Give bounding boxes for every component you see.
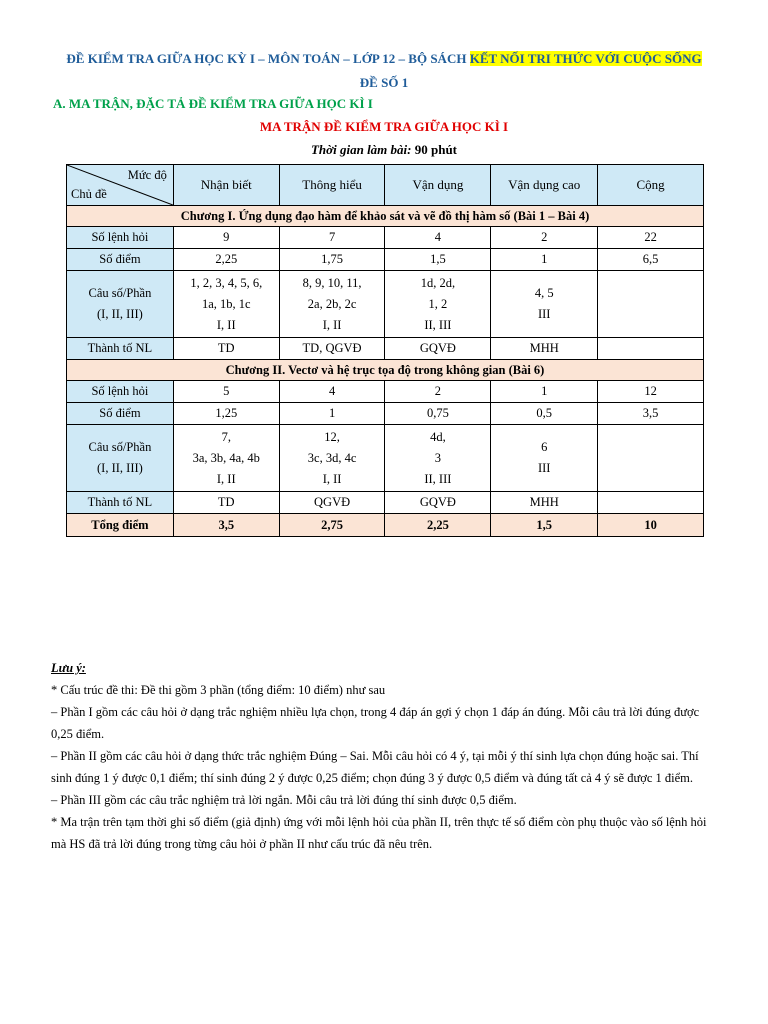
matrix-body xyxy=(67,206,704,537)
table-cell: 22 xyxy=(598,227,704,249)
table-cell: TD xyxy=(173,492,279,514)
table-cell: 5 xyxy=(173,381,279,403)
table-row xyxy=(67,271,704,338)
row-label: Thành tố NL xyxy=(67,492,174,514)
table-cell: 2 xyxy=(385,381,491,403)
note-line: * Cấu trúc đề thi: Đề thi gồm 3 phần (tổng điểm: 10 điểm) như sau xyxy=(51,683,386,697)
table-cell: 6,5 xyxy=(598,249,704,271)
exam-time xyxy=(0,142,768,158)
chapter-title: Chương II. Vectơ và hệ trục tọa độ trong không gian (Bài 6) xyxy=(67,360,704,381)
total-cell: 2,75 xyxy=(279,514,385,537)
row-label: Số lệnh hỏi xyxy=(67,381,174,403)
table-row xyxy=(67,425,704,492)
table-cell: 0,75 xyxy=(385,403,491,425)
row-label: Câu số/Phần (I, II, III) xyxy=(67,271,174,338)
chapter-row xyxy=(67,360,704,381)
table-header-row xyxy=(67,165,704,206)
total-cell: 3,5 xyxy=(173,514,279,537)
table-cell: 1,25 xyxy=(173,403,279,425)
total-row xyxy=(67,514,704,537)
note-line: – Phần III gồm các câu trắc nghiệm trả lời ngắn. Mỗi câu trả lời đúng thí sinh được 0,5 điểm. xyxy=(51,793,517,807)
title-main: ĐỀ KIỂM TRA GIỮA HỌC KỲ I – MÔN TOÁN – LỚP 12 – BỘ SÁCH xyxy=(66,51,470,66)
table-cell: 1,75 xyxy=(279,249,385,271)
note-line: * Ma trận trên tạm thời ghi số điểm (giả định) ứng với mỗi lệnh hỏi của phần II, trên thực tế số điểm còn phụ thuộc vào số lệnh hỏi mà HS đã trả lời đúng trong từng câu hỏi ở phần II như cấu trúc đã nêu trên. xyxy=(51,815,707,851)
total-cell: 1,5 xyxy=(491,514,598,537)
time-label: Thời gian làm bài: xyxy=(310,142,412,157)
table-cell: GQVĐ xyxy=(385,492,491,514)
table-cell: 3,5 xyxy=(598,403,704,425)
row-label: Số điểm xyxy=(67,249,174,271)
corner-top-label: Mức độ xyxy=(127,168,167,182)
table-cell: MHH xyxy=(491,492,598,514)
table-cell: 1 xyxy=(279,403,385,425)
row-label: Số điểm xyxy=(67,403,174,425)
corner-header-cell xyxy=(67,165,174,206)
table-row xyxy=(67,492,704,514)
table-cell: 12, 3c, 3d, 4c I, II xyxy=(279,425,385,492)
time-value: 90 phút xyxy=(411,142,458,157)
table-cell: 6 III xyxy=(491,425,598,492)
table-cell: TD xyxy=(173,338,279,360)
table-cell: 7 xyxy=(279,227,385,249)
column-header: Nhận biết xyxy=(173,165,279,206)
matrix-title: MA TRẬN ĐỀ KIỂM TRA GIỮA HỌC KÌ I xyxy=(259,119,509,134)
section-a-heading: A. MA TRẬN, ĐẶC TẢ ĐỀ KIỂM TRA GIỮA HỌC KÌ I xyxy=(53,96,373,111)
column-header: Cộng xyxy=(598,165,704,206)
table-cell: MHH xyxy=(491,338,598,360)
table-cell: QGVĐ xyxy=(279,492,385,514)
table-cell: 2,25 xyxy=(173,249,279,271)
exam-number: ĐỀ SỐ 1 xyxy=(359,75,409,90)
column-header: Vận dụng xyxy=(385,165,491,206)
chapter-row xyxy=(67,206,704,227)
table-cell: 4, 5 III xyxy=(491,271,598,338)
notes-title: Lưu ý: xyxy=(51,661,86,675)
table-cell xyxy=(598,492,704,514)
note-line: – Phần I gồm các câu hỏi ở dạng trắc nghiệm nhiều lựa chọn, trong 4 đáp án gợi ý chọn 1 đáp án đúng. Mỗi câu trả lời đúng được 0,25 điểm. xyxy=(51,705,700,741)
column-header: Vận dụng cao xyxy=(491,165,598,206)
table-row xyxy=(67,227,704,249)
note-line: – Phần II gồm các câu hỏi ở dạng thức trắc nghiệm Đúng – Sai. Mỗi câu hỏi có 4 ý, tại mỗi ý thí sinh lựa chọn đúng hoặc sai. Thí sinh đúng 1 ý được 0,1 điểm; thí sinh đúng 2 ý được 0,25 điểm; chọn đúng 3 ý được 0,5 điểm và đúng tất cả 4 ý sẽ được 1 điểm. xyxy=(51,749,699,785)
document-title xyxy=(0,51,768,67)
table-cell: 0,5 xyxy=(491,403,598,425)
table-row xyxy=(67,403,704,425)
table-cell: 4 xyxy=(385,227,491,249)
table-cell: 1, 2, 3, 4, 5, 6, 1a, 1b, 1c I, II xyxy=(173,271,279,338)
table-cell: 7, 3a, 3b, 4a, 4b I, II xyxy=(173,425,279,492)
row-label: Câu số/Phần (I, II, III) xyxy=(67,425,174,492)
table-row xyxy=(67,381,704,403)
total-cell: 10 xyxy=(598,514,704,537)
column-header: Thông hiểu xyxy=(279,165,385,206)
table-cell: 1 xyxy=(491,381,598,403)
table-cell: 9 xyxy=(173,227,279,249)
total-label: Tổng điểm xyxy=(67,514,174,537)
notes-section xyxy=(51,657,719,855)
table-cell: 2 xyxy=(491,227,598,249)
table-cell: GQVĐ xyxy=(385,338,491,360)
row-label: Số lệnh hỏi xyxy=(67,227,174,249)
exam-matrix-table xyxy=(66,164,704,537)
title-highlight: KẾT NỐI TRI THỨC VỚI CUỘC SỐNG xyxy=(469,51,702,66)
table-row xyxy=(67,249,704,271)
table-cell: 1d, 2d, 1, 2 II, III xyxy=(385,271,491,338)
table-cell xyxy=(598,271,704,338)
table-cell xyxy=(598,338,704,360)
table-cell: 12 xyxy=(598,381,704,403)
table-cell: 8, 9, 10, 11, 2a, 2b, 2c I, II xyxy=(279,271,385,338)
table-cell: TD, QGVĐ xyxy=(279,338,385,360)
corner-bottom-label: Chủ đề xyxy=(71,187,107,201)
notes-lines xyxy=(51,679,719,855)
table-row xyxy=(67,338,704,360)
table-cell: 1 xyxy=(491,249,598,271)
chapter-title: Chương I. Ứng dụng đạo hàm để khảo sát và vẽ đồ thị hàm số (Bài 1 – Bài 4) xyxy=(67,206,704,227)
table-cell: 1,5 xyxy=(385,249,491,271)
table-cell xyxy=(598,425,704,492)
total-cell: 2,25 xyxy=(385,514,491,537)
table-cell: 4 xyxy=(279,381,385,403)
table-cell: 4d, 3 II, III xyxy=(385,425,491,492)
row-label: Thành tố NL xyxy=(67,338,174,360)
